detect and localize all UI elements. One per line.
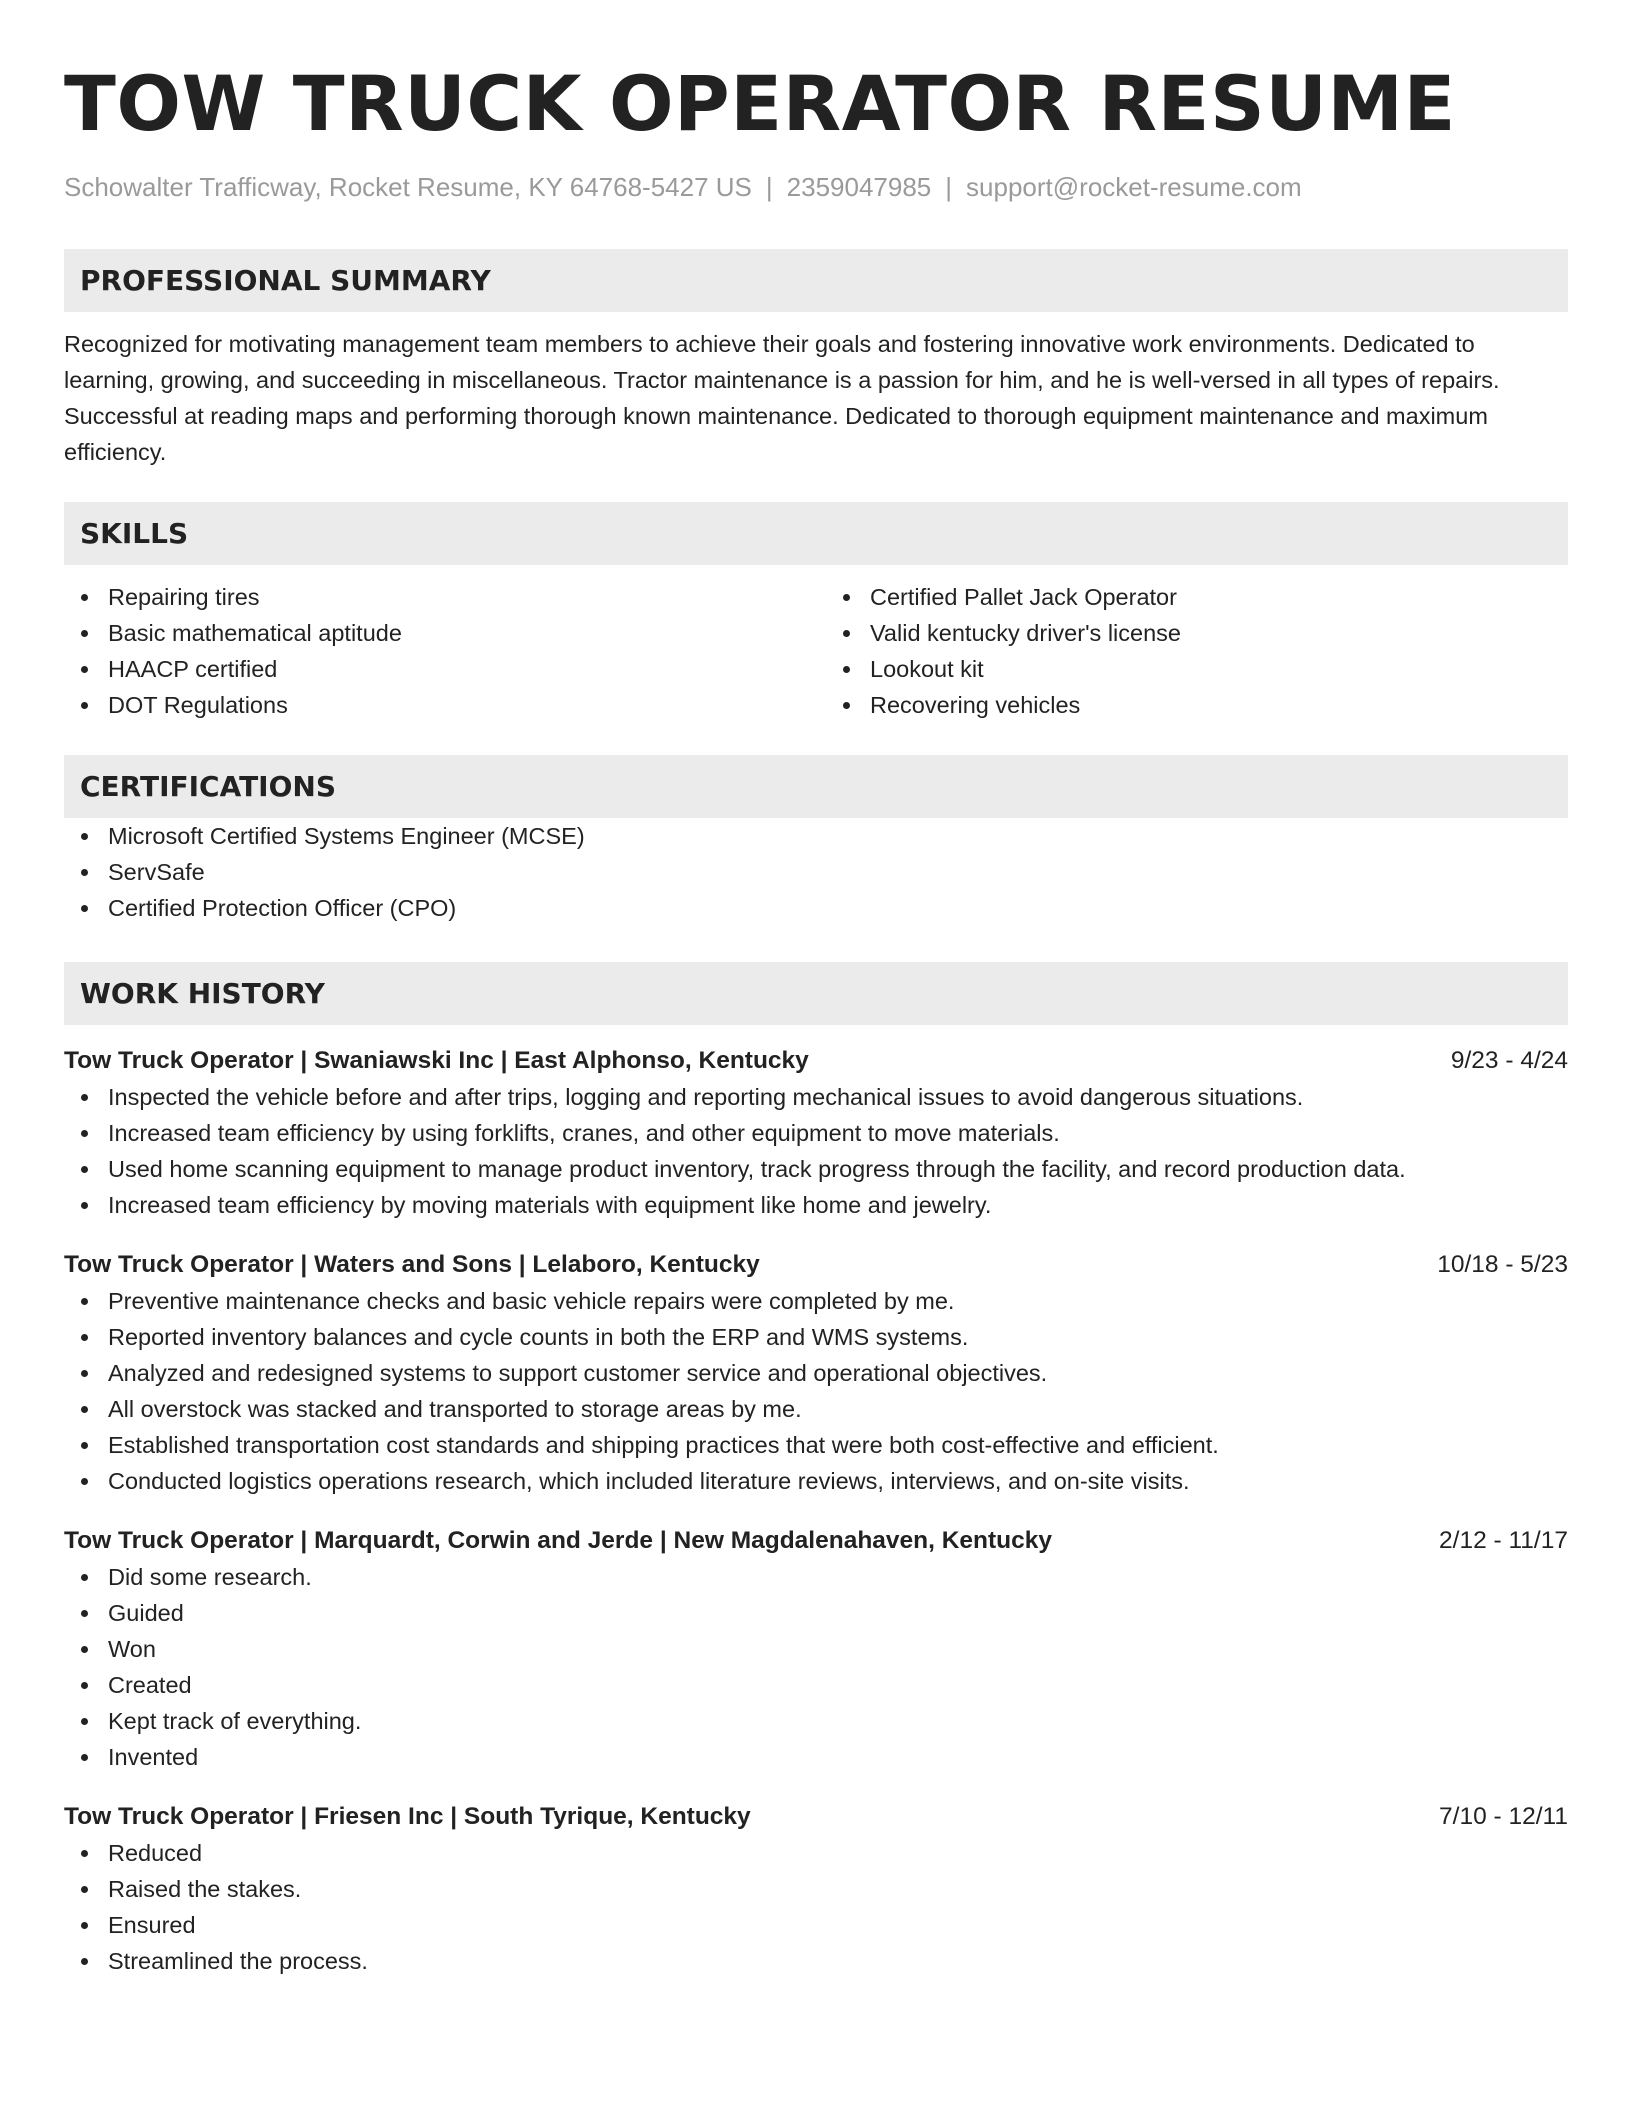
job-bullet: Invented <box>64 1739 1568 1775</box>
job-title: Tow Truck Operator | Waters and Sons | Lelaboro, Kentucky <box>64 1251 760 1278</box>
skills-list-left <box>64 579 806 723</box>
job-bullets <box>64 1079 1568 1223</box>
certification-item: Microsoft Certified Systems Engineer (MCSE) <box>64 818 1568 854</box>
job-bullets <box>64 1835 1568 1979</box>
skill-item: Lookout kit <box>826 651 1568 687</box>
job-bullet: Preventive maintenance checks and basic vehicle repairs were completed by me. <box>64 1283 1568 1319</box>
job-bullet: Ensured <box>64 1907 1568 1943</box>
job-bullet: Analyzed and redesigned systems to support customer service and operational objectives. <box>64 1355 1568 1391</box>
job-bullet: Won <box>64 1631 1568 1667</box>
job-dates: 9/23 - 4/24 <box>1450 1047 1568 1074</box>
section-header-work-history: WORK HISTORY <box>64 962 1568 1025</box>
skill-item: Repairing tires <box>64 579 806 615</box>
job-bullets <box>64 1283 1568 1499</box>
job-dates: 10/18 - 5/23 <box>1437 1251 1568 1278</box>
job-entry <box>64 1043 1568 1223</box>
job-bullets <box>64 1559 1568 1775</box>
contact-phone: 2359047985 <box>786 172 932 202</box>
job-dates: 7/10 - 12/11 <box>1439 1803 1568 1830</box>
job-header <box>64 1523 1568 1559</box>
job-entry <box>64 1247 1568 1499</box>
skill-item: HAACP certified <box>64 651 806 687</box>
contact-separator: | <box>765 172 773 202</box>
contact-line <box>64 170 1568 204</box>
skill-item: Recovering vehicles <box>826 687 1568 723</box>
job-bullet: Conducted logistics operations research, which included literature reviews, interviews, and on-site visits. <box>64 1463 1568 1499</box>
skill-item: Certified Pallet Jack Operator <box>826 579 1568 615</box>
job-bullet: Created <box>64 1667 1568 1703</box>
job-dates: 2/12 - 11/17 <box>1439 1527 1568 1554</box>
skill-item: DOT Regulations <box>64 687 806 723</box>
job-bullet: Increased team efficiency by moving materials with equipment like home and jewelry. <box>64 1187 1568 1223</box>
skills-list-right <box>826 579 1568 723</box>
job-header <box>64 1247 1568 1283</box>
skill-item: Basic mathematical aptitude <box>64 615 806 651</box>
job-bullet: Reduced <box>64 1835 1568 1871</box>
job-bullet: Inspected the vehicle before and after trips, logging and reporting mechanical issues to avoid dangerous situations. <box>64 1079 1568 1115</box>
job-title: Tow Truck Operator | Swaniawski Inc | East Alphonso, Kentucky <box>64 1047 809 1074</box>
job-bullet: Established transportation cost standards and shipping practices that were both cost-effective and efficient. <box>64 1427 1568 1463</box>
resume-page <box>64 58 1568 1979</box>
contact-email: support@rocket-resume.com <box>966 172 1302 202</box>
contact-separator: | <box>945 172 953 202</box>
job-bullet: Increased team efficiency by using forklifts, cranes, and other equipment to move materials. <box>64 1115 1568 1151</box>
job-bullet: Guided <box>64 1595 1568 1631</box>
job-bullet: Did some research. <box>64 1559 1568 1595</box>
skills-grid <box>64 579 1568 723</box>
summary-text: Recognized for motivating management team members to achieve their goals and fostering innovative work environments. Dedicated to learning, growing, and succeeding in miscellaneous. Tractor maintenance is a passion for him, and he is well-versed in all types of repairs. Successful at reading maps and performing thorough known maintenance. Dedicated to thorough equipment maintenance and maximum efficiency. <box>64 331 1500 465</box>
job-bullet: Used home scanning equipment to manage product inventory, track progress through the facility, and record production data. <box>64 1151 1568 1187</box>
job-entry <box>64 1799 1568 1979</box>
section-header-professional-summary: PROFESSIONAL SUMMARY <box>64 249 1568 312</box>
job-header <box>64 1043 1568 1079</box>
job-bullet: Reported inventory balances and cycle counts in both the ERP and WMS systems. <box>64 1319 1568 1355</box>
job-bullet: All overstock was stacked and transported to storage areas by me. <box>64 1391 1568 1427</box>
contact-address: Schowalter Trafficway, Rocket Resume, KY 64768-5427 US <box>64 172 752 202</box>
certifications-list <box>64 818 1568 926</box>
certification-item: ServSafe <box>64 854 1568 890</box>
job-bullet: Streamlined the process. <box>64 1943 1568 1979</box>
job-title: Tow Truck Operator | Friesen Inc | South Tyrique, Kentucky <box>64 1803 751 1830</box>
section-header-skills: SKILLS <box>64 502 1568 565</box>
job-title: Tow Truck Operator | Marquardt, Corwin and Jerde | New Magdalenahaven, Kentucky <box>64 1527 1053 1554</box>
section-header-certifications: CERTIFICATIONS <box>64 755 1568 818</box>
skill-item: Valid kentucky driver's license <box>826 615 1568 651</box>
job-bullet: Kept track of everything. <box>64 1703 1568 1739</box>
job-header <box>64 1799 1568 1835</box>
resume-title: TOW TRUCK OPERATOR RESUME <box>64 59 1456 148</box>
certification-item: Certified Protection Officer (CPO) <box>64 890 1568 926</box>
job-entry <box>64 1523 1568 1775</box>
job-bullet: Raised the stakes. <box>64 1871 1568 1907</box>
